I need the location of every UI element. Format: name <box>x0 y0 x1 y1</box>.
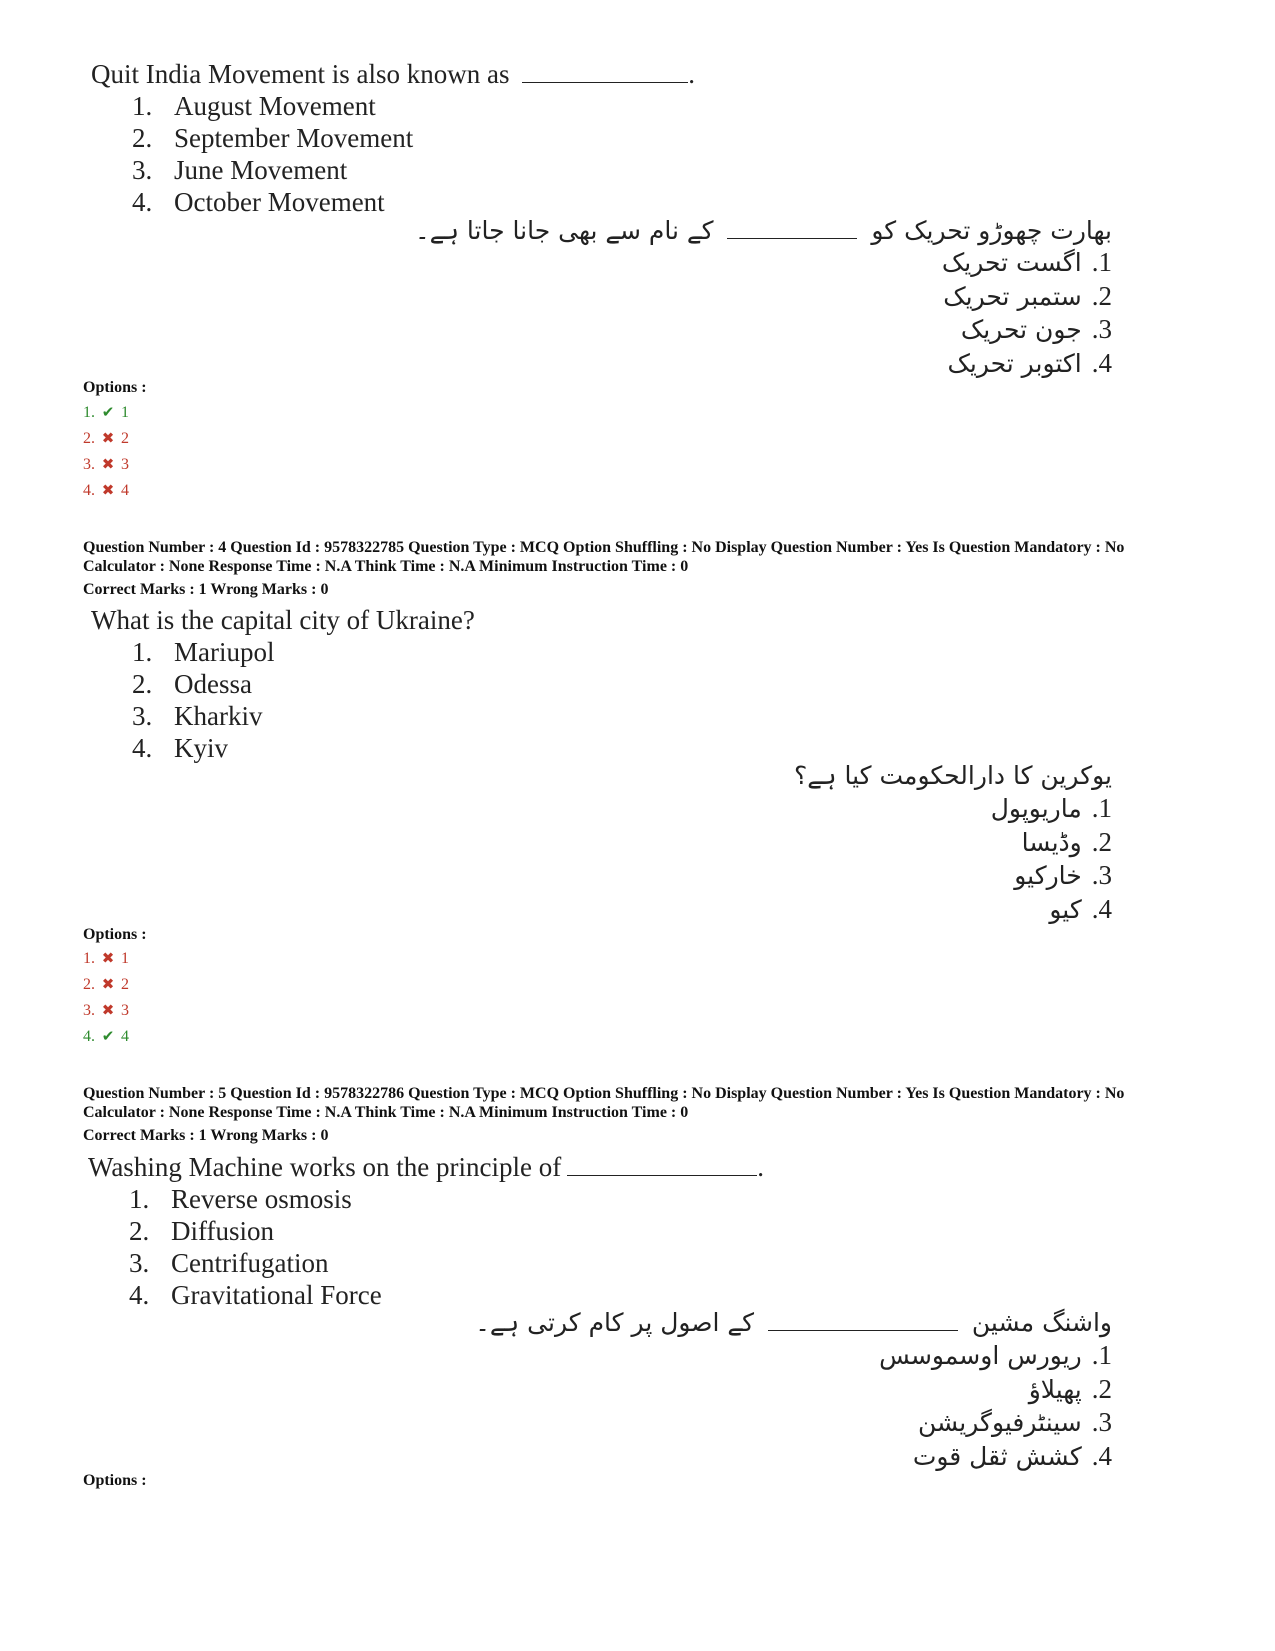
list-number: 3. <box>129 1248 150 1278</box>
option-number: 3. <box>83 1002 95 1019</box>
list-item <box>942 347 1112 381</box>
option-label: 1 <box>121 950 129 967</box>
option-text: کیو <box>1049 894 1082 924</box>
question-text-en <box>91 58 695 90</box>
question-meta: Question Number : 5 Question Id : 9578322786 Question Type : MCQ Option Shuffling : No Display Question Number : Yes Is Question Mandatory : No Calculator : None Response Time : N.A Think Time : N.A Minimum Instruction Time : 0 <box>83 1085 1125 1121</box>
check-icon: ✔ <box>101 405 115 421</box>
option-number: 3. <box>83 456 95 473</box>
cross-icon: ✖ <box>101 483 115 499</box>
option-number: 1. <box>83 950 95 967</box>
option-text: جون تحریک <box>960 315 1082 344</box>
cross-icon: ✖ <box>101 951 115 967</box>
option-label: 4 <box>121 482 129 499</box>
options-label: Options : <box>83 1472 147 1489</box>
option-text: Reverse osmosis <box>171 1184 352 1214</box>
list-item <box>879 1339 1112 1373</box>
answer-option <box>83 972 129 998</box>
answer-options <box>83 946 129 1050</box>
option-list-ur <box>991 792 1112 926</box>
answer-blank <box>522 60 688 83</box>
list-item <box>991 792 1112 826</box>
option-number: 4. <box>83 482 95 499</box>
answer-option <box>83 1024 129 1050</box>
question-text: Quit India Movement is also known as <box>91 59 510 89</box>
list-number: 4. <box>132 733 153 763</box>
question-text-ur: یوکرین کا دارالحکومت کیا ہے؟ <box>793 761 1112 790</box>
option-text: Centrifugation <box>171 1248 329 1278</box>
question-text: بھارت چھوڑو تحریک کو <box>871 216 1112 245</box>
list-number: 4. <box>132 187 153 217</box>
list-item <box>132 636 275 668</box>
list-number: 1. <box>132 637 153 667</box>
list-item <box>132 154 413 186</box>
option-text: Mariupol <box>174 637 275 667</box>
option-text: Diffusion <box>171 1216 275 1246</box>
option-text: Kharkiv <box>174 701 263 731</box>
answer-options <box>83 400 129 504</box>
list-number: 3. <box>1091 314 1112 344</box>
option-list-ur <box>942 246 1112 380</box>
list-item <box>879 1373 1112 1407</box>
list-number: 4. <box>1091 347 1112 378</box>
list-number: 1. <box>129 1184 150 1214</box>
option-label: 2 <box>121 976 129 993</box>
list-number: 1. <box>1091 793 1112 823</box>
question-punct: . <box>757 1152 764 1182</box>
question-text-en: What is the capital city of Ukraine? <box>91 605 475 635</box>
list-item <box>942 280 1112 314</box>
check-icon: ✔ <box>101 1029 115 1045</box>
list-item <box>129 1279 382 1311</box>
list-number: 3. <box>132 701 153 731</box>
list-number: 3. <box>1091 1407 1112 1437</box>
answer-option <box>83 452 129 478</box>
option-text: وڈیسا <box>1021 827 1082 857</box>
list-number: 1. <box>1091 247 1112 277</box>
answer-option <box>83 478 129 504</box>
option-text: June Movement <box>174 155 348 185</box>
option-text: Kyiv <box>174 733 228 763</box>
list-item <box>129 1247 382 1279</box>
option-list-en <box>132 636 275 764</box>
option-text: September Movement <box>174 123 414 153</box>
option-text: Gravitational Force <box>171 1280 382 1310</box>
answer-option <box>83 946 129 972</box>
list-number: 3. <box>1091 860 1112 890</box>
list-number: 2. <box>1091 1373 1112 1404</box>
option-text: پھیلاؤ <box>1028 1374 1082 1404</box>
option-text: ماریوپول <box>990 794 1082 823</box>
cross-icon: ✖ <box>101 457 115 473</box>
list-item <box>991 893 1112 927</box>
option-number: 2. <box>83 976 95 993</box>
list-item <box>132 186 413 218</box>
answer-blank <box>567 1153 757 1176</box>
list-number: 3. <box>132 155 153 185</box>
question-text: واشنگ مشین <box>971 1308 1112 1337</box>
question-text: کے نام سے بھی جانا جاتا ہے۔ <box>415 216 714 245</box>
list-number: 4. <box>1091 1440 1112 1471</box>
list-item <box>942 313 1112 347</box>
list-number: 2. <box>1091 280 1112 311</box>
answer-option <box>83 998 129 1024</box>
option-list-en <box>132 90 413 218</box>
answer-blank <box>727 216 857 239</box>
list-number: 1. <box>1091 1340 1112 1370</box>
option-label: 3 <box>121 1002 129 1019</box>
question-meta: Question Number : 4 Question Id : 9578322785 Question Type : MCQ Option Shuffling : No Display Question Number : Yes Is Question Mandatory : No Calculator : None Response Time : N.A Think Time : N.A Minimum Instruction Time : 0 <box>83 539 1125 575</box>
list-number: 2. <box>132 669 153 699</box>
list-item <box>879 1440 1112 1474</box>
option-label: 2 <box>121 430 129 447</box>
cross-icon: ✖ <box>101 977 115 993</box>
question-marks: Correct Marks : 1 Wrong Marks : 0 <box>83 1127 329 1144</box>
answer-blank <box>768 1308 958 1331</box>
list-number: 2. <box>132 123 153 153</box>
answer-option <box>83 400 129 426</box>
option-text: ستمبر تحریک <box>943 281 1082 311</box>
list-item <box>132 700 275 732</box>
option-list-ur <box>879 1339 1112 1473</box>
list-item <box>132 122 413 154</box>
list-number: 4. <box>1091 893 1112 924</box>
question-text: Washing Machine works on the principle of <box>88 1152 562 1182</box>
option-text: اکتوبر تحریک <box>947 348 1082 378</box>
option-text: کشش ثقل قوت <box>912 1441 1082 1471</box>
list-item <box>991 826 1112 860</box>
list-item <box>991 859 1112 893</box>
option-label: 1 <box>121 404 129 421</box>
cross-icon: ✖ <box>101 431 115 447</box>
list-item <box>129 1183 382 1215</box>
list-item <box>132 668 275 700</box>
list-number: 2. <box>1091 826 1112 857</box>
list-number: 2. <box>129 1216 150 1246</box>
option-label: 4 <box>121 1028 129 1045</box>
option-text: ریورس اوسموسس <box>879 1341 1082 1370</box>
question-text-en <box>88 1151 764 1183</box>
answer-option <box>83 426 129 452</box>
list-item <box>132 90 413 122</box>
question-text-ur <box>415 215 1112 247</box>
option-label: 3 <box>121 456 129 473</box>
list-item <box>942 246 1112 280</box>
question-text-ur <box>475 1307 1112 1339</box>
options-label: Options : <box>83 926 147 943</box>
list-item <box>132 732 275 764</box>
option-text: اگست تحریک <box>941 248 1082 277</box>
option-number: 2. <box>83 430 95 447</box>
question-punct: . <box>688 59 695 89</box>
option-text: خارکیو <box>1014 861 1082 890</box>
option-text: August Movement <box>174 91 376 121</box>
option-number: 1. <box>83 404 95 421</box>
list-item <box>879 1406 1112 1440</box>
option-text: Odessa <box>174 669 252 699</box>
question-text: کے اصول پر کام کرتی ہے۔ <box>475 1308 754 1337</box>
list-number: 4. <box>129 1280 150 1310</box>
list-item <box>129 1215 382 1247</box>
cross-icon: ✖ <box>101 1003 115 1019</box>
option-text: October Movement <box>174 187 385 217</box>
option-text: سینٹرفیوگریشن <box>917 1408 1082 1437</box>
option-number: 4. <box>83 1028 95 1045</box>
options-label: Options : <box>83 379 147 396</box>
list-number: 1. <box>132 91 153 121</box>
option-list-en <box>129 1183 382 1311</box>
question-marks: Correct Marks : 1 Wrong Marks : 0 <box>83 581 329 598</box>
